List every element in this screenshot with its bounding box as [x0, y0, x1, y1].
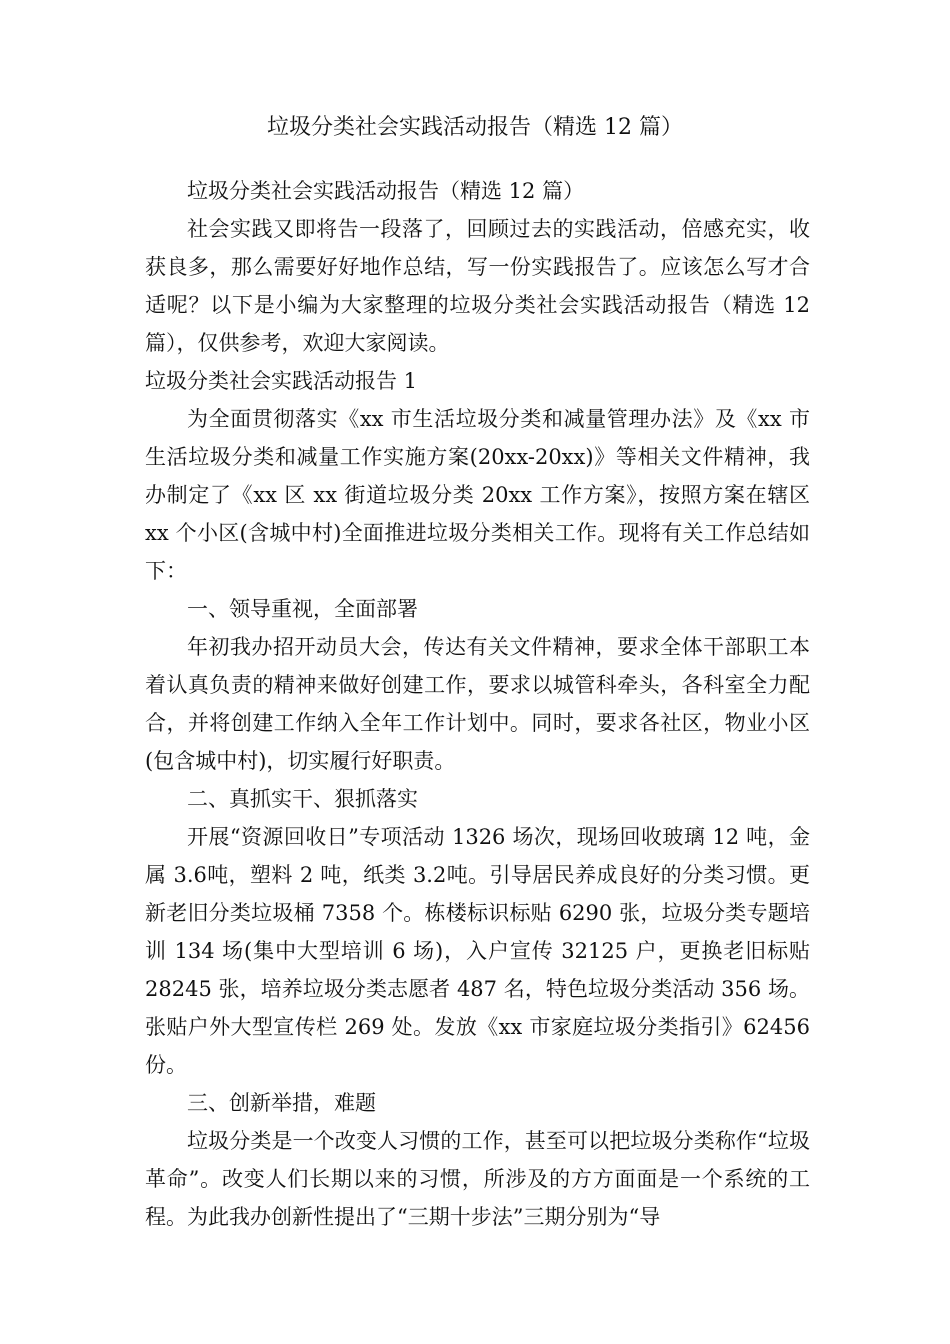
document-title: 垃圾分类社会实践活动报告（精选 12 篇） — [267, 115, 683, 140]
paragraph-innovation: 垃圾分类是一个改变人习惯的工作，甚至可以把垃圾分类称作“垃圾革命”。改变人们长期以来的习惯，所涉及的方方面面是一个系统的工程。为此我办创新性提出了“三期十步法”三期分别为“导 — [145, 1129, 810, 1229]
section-heading-report-1: 垃圾分类社会实践活动报告 1 — [145, 369, 418, 393]
document-body — [145, 172, 810, 1236]
paragraph-subtitle: 垃圾分类社会实践活动报告（精选 12 篇） — [187, 179, 585, 203]
paragraph-statistics: 开展“资源回收日”专项活动 1326 场次，现场回收玻璃 12 吨，金属 3.6吨，塑料 2 吨，纸类 3.2吨。引导居民养成良好的分类习惯。更新老旧分类垃圾桶 7358 个。栋楼标识标贴 6290 张，垃圾分类专题培训 134 场(集中大型培训 6 场)，入户宣传 32125 户，更换老旧标贴 28245 张，培养垃圾分类志愿者 487 名，特色垃圾分类活动 356 场。张贴户外大型宣传栏 269 处。发放《xx 市家庭垃圾分类指引》62456 份。 — [145, 825, 810, 1077]
section-heading-2: 二、真抓实干、狠抓落实 — [187, 787, 418, 811]
paragraph-intro: 社会实践又即将告一段落了，回顾过去的实践活动，倍感充实，收获良多，那么需要好好地作总结，写一份实践报告了。应该怎么写才合适呢？以下是小编为大家整理的垃圾分类社会实践活动报告（精选 12 篇），仅供参考，欢迎大家阅读。 — [145, 217, 810, 355]
paragraph-leadership: 年初我办招开动员大会，传达有关文件精神，要求全体干部职工本着认真负责的精神来做好创建工作，要求以城管科牵头，各科室全力配合，并将创建工作纳入全年工作计划中。同时，要求各社区，物业小区(包含城中村)，切实履行好职责。 — [145, 635, 810, 773]
section-heading-3: 三、创新举措，难题 — [187, 1091, 376, 1115]
paragraph-background: 为全面贯彻落实《xx 市生活垃圾分类和减量管理办法》及《xx 市生活垃圾分类和减量工作实施方案(20xx-20xx)》等相关文件精神，我办制定了《xx 区 xx 街道垃圾分类 20xx 工作方案》，按照方案在辖区 xx 个小区(含城中村)全面推进垃圾分类相关工作。现将有关工作总结如下： — [145, 407, 810, 583]
section-heading-1: 一、领导重视，全面部署 — [187, 597, 418, 621]
